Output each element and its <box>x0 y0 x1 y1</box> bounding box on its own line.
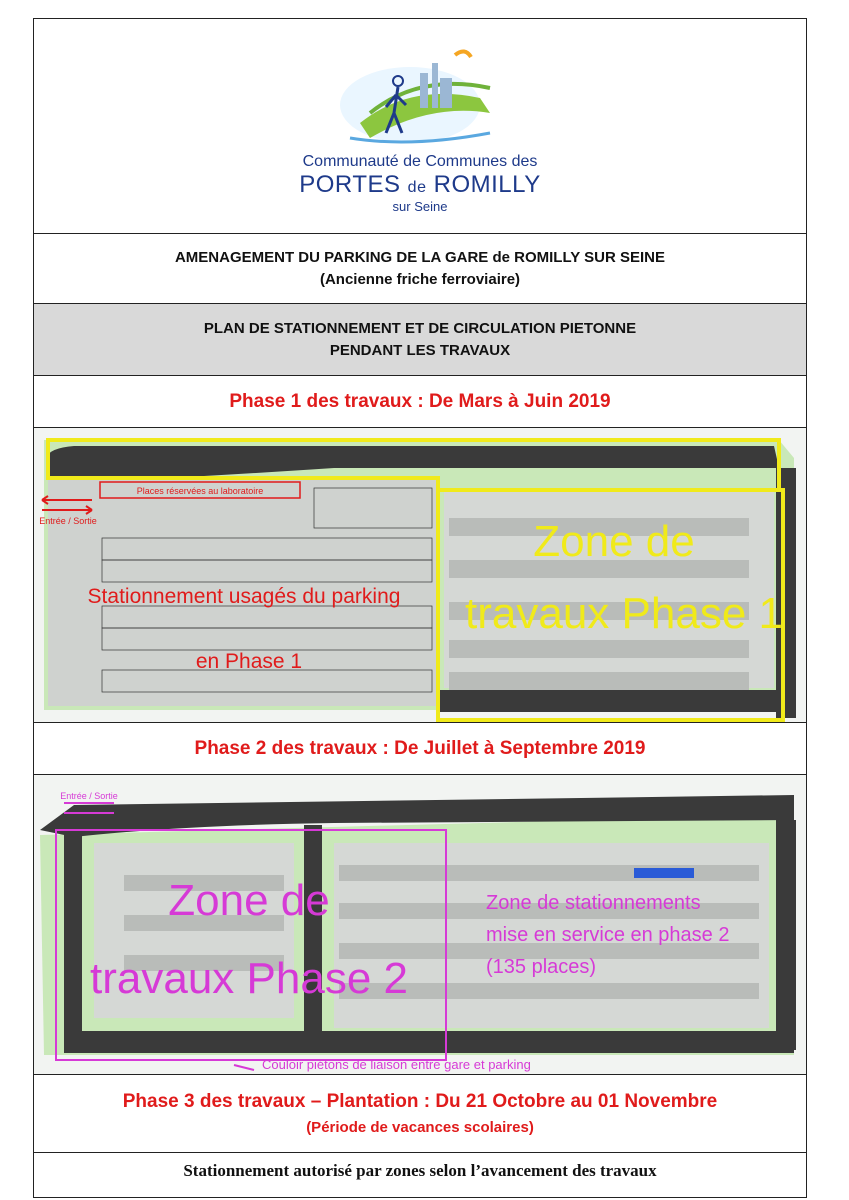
phase2-map-row <box>34 775 806 1075</box>
phase3-sub: (Période de vacances scolaires) <box>306 1119 534 1136</box>
logo-org-romilly: ROMILLY <box>433 170 541 198</box>
phase2-heading-row <box>34 723 806 775</box>
page-title: AMENAGEMENT DU PARKING DE LA GARE de ROMILLY SUR SEINE <box>174 248 666 266</box>
logo-org-line1: Communauté de Communes des <box>302 152 538 170</box>
logo-graphic <box>290 43 550 153</box>
service-line2: mise en service en phase 2 <box>486 924 730 946</box>
zone2-line1: Zone de <box>168 876 330 925</box>
title-section <box>34 234 806 304</box>
phase2-map <box>34 775 806 1074</box>
reserved-label: Places réservées au laboratoire <box>136 486 264 496</box>
zone1-line1: Zone de <box>533 517 695 566</box>
logo-org-de: de <box>407 178 427 196</box>
document-frame <box>33 18 807 1198</box>
plan-line2: PENDANT LES TRAVAUX <box>329 341 511 359</box>
phase2-entry-label: Entrée / Sortie <box>60 791 118 801</box>
zone1-line2: travaux Phase 1 <box>465 589 783 638</box>
page-subtitle: (Ancienne friche ferroviaire) <box>319 270 521 288</box>
zone2-line2: travaux Phase 2 <box>90 954 408 1003</box>
logo-org-line3: sur Seine <box>392 198 448 214</box>
plan-section <box>34 304 806 376</box>
corridor-label: Couloir piétons de liaison entre gare et parking <box>262 1057 531 1072</box>
phase1-heading-row <box>34 376 806 428</box>
phase1-entry-label: Entrée / Sortie <box>39 516 97 526</box>
plan-line1: PLAN DE STATIONNEMENT ET DE CIRCULATION PIETONNE <box>203 319 637 337</box>
phase1-parking-line1: Stationnement usagés du parking <box>87 585 401 608</box>
phase1-map-row <box>34 428 806 723</box>
phase1-heading: Phase 1 des travaux : De Mars à Juin 2019 <box>229 390 611 412</box>
phase1-map <box>34 428 806 722</box>
phase3-section <box>34 1075 806 1153</box>
logo-org-line2 <box>299 171 540 199</box>
footer-note: Stationnement autorisé par zones selon l’avancement des travaux <box>183 1161 657 1180</box>
service-line1: Zone de stationnements <box>486 892 701 914</box>
service-line3: (135 places) <box>486 956 597 978</box>
phase1-parking-line2: en Phase 1 <box>195 650 303 673</box>
phase2-heading: Phase 2 des travaux : De Juillet à Septembre 2019 <box>194 737 646 759</box>
logo-org-portes: PORTES <box>299 170 401 198</box>
logo-section <box>34 19 806 234</box>
footer-section <box>34 1153 806 1199</box>
phase3-heading: Phase 3 des travaux – Plantation : Du 21 Octobre au 01 Novembre <box>122 1091 718 1112</box>
